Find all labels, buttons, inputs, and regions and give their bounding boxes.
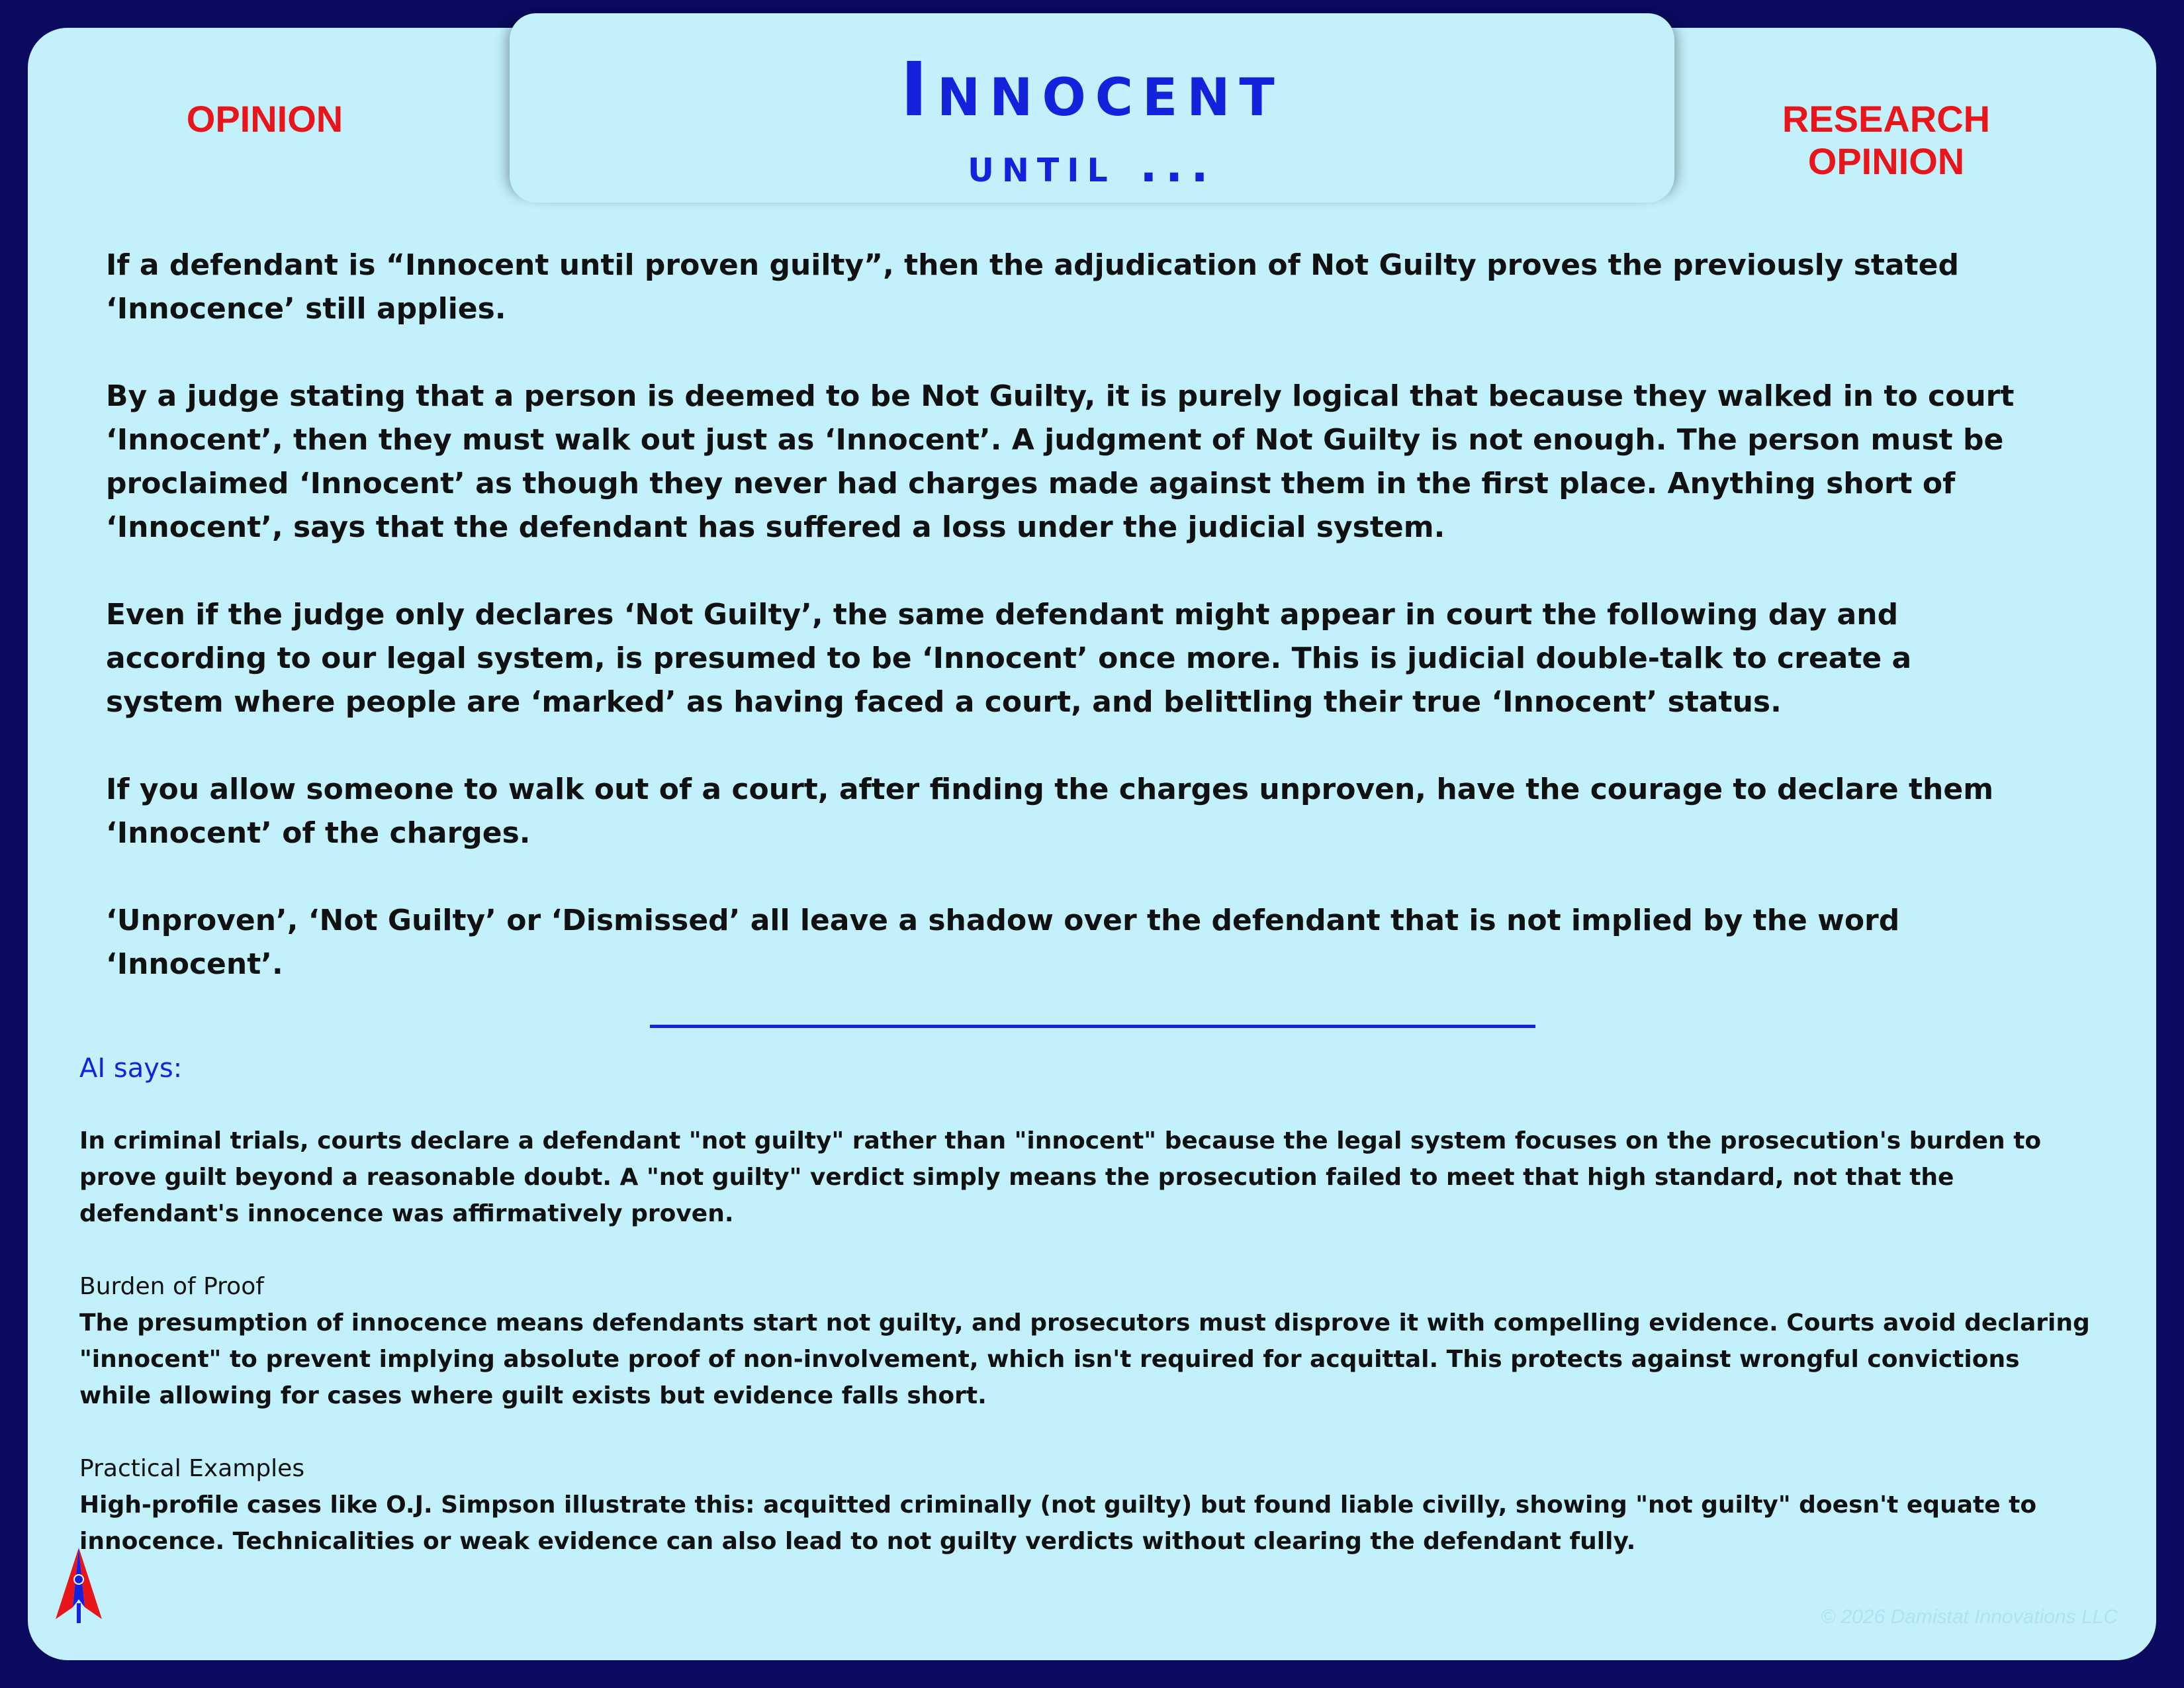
opinion-label: OPINION [186,98,343,140]
ai-section-title: Burden of Proof [79,1273,264,1300]
ai-section-burden [79,1268,2091,1414]
article-paragraph: If you allow someone to walk out of a court, after finding the charges unproven, have the courage to declare them ‘Innocent’ of the charges. [106,773,1994,850]
section-divider [650,1025,1535,1028]
article-paragraph: ‘Unproven’, ‘Not Guilty’ or ‘Dismissed’ all leave a shadow over the defendant that is not implied by the word ‘Innocent’. [106,904,1900,981]
research-opinion-line1: RESEARCH [1782,98,1991,140]
ai-section-examples [79,1450,2091,1560]
ai-intro: In criminal trials, courts declare a defendant "not guilty" rather than "innocent" because the legal system focuses on the prosecution's burden to prove guilt beyond a reasonable doubt. A "not guilty" verdict simply means the prosecution failed to meet that high standard, not that the defendant's innocence was affirmatively proven. [79,1127,2042,1227]
ai-section-title: Practical Examples [79,1455,305,1482]
article-body [106,244,2038,1030]
page-title: Innocent [900,47,1284,133]
article-paragraph: By a judge stating that a person is deemed to be Not Guilty, it is purely logical that because they walked in to court ‘Innocent’, then they must walk out just as ‘Innocent’. A judgment of Not Guilty is not enough. The person must be proclaimed ‘Innocent’ as though they never had charges made against them in the first place. Anything short of ‘Innocent’, says that the defendant has suffered a loss under the judicial system. [106,379,2015,544]
rocket-logo-icon [53,1546,105,1624]
ai-section-text: High-profile cases like O.J. Simpson illustrate this: acquitted criminally (not guilty) but found liable civilly, showing "not guilty" doesn't equate to innocence. Technicalities or weak evidence can also lead to not guilty verdicts without clearing the defendant fully. [79,1491,2037,1555]
copyright-text: © 2026 Damistat Innovations LLC [1820,1606,2118,1628]
research-opinion-label [1721,98,2052,183]
ai-section-text: The presumption of innocence means defendants start not guilty, and prosecutors must disprove it with compelling evidence. Courts avoid declaring "innocent" to prevent implying absolute proof of non-involvement, which isn't required for acquittal. This protects against wrongful convictions while allowing for cases where guilt exists but evidence falls short. [79,1309,2090,1409]
article-paragraph: Even if the judge only declares ‘Not Guilty’, the same defendant might appear in court the following day and according to our legal system, is presumed to be ‘Innocent’ once more. This is judicial double-talk to create a system where people are ‘marked’ as having faced a court, and belittling their true ‘Innocent’ status. [106,598,1912,719]
ai-heading: AI says: [79,1053,183,1084]
article-paragraph: If a defendant is “Innocent until proven guilty”, then the adjudication of Not Guilty proves the previously stated ‘Innocence’ still applies. [106,248,1960,326]
page-subtitle: until ... [968,138,1216,193]
research-opinion-line2: OPINION [1807,140,1965,182]
ai-response [79,1123,2091,1596]
